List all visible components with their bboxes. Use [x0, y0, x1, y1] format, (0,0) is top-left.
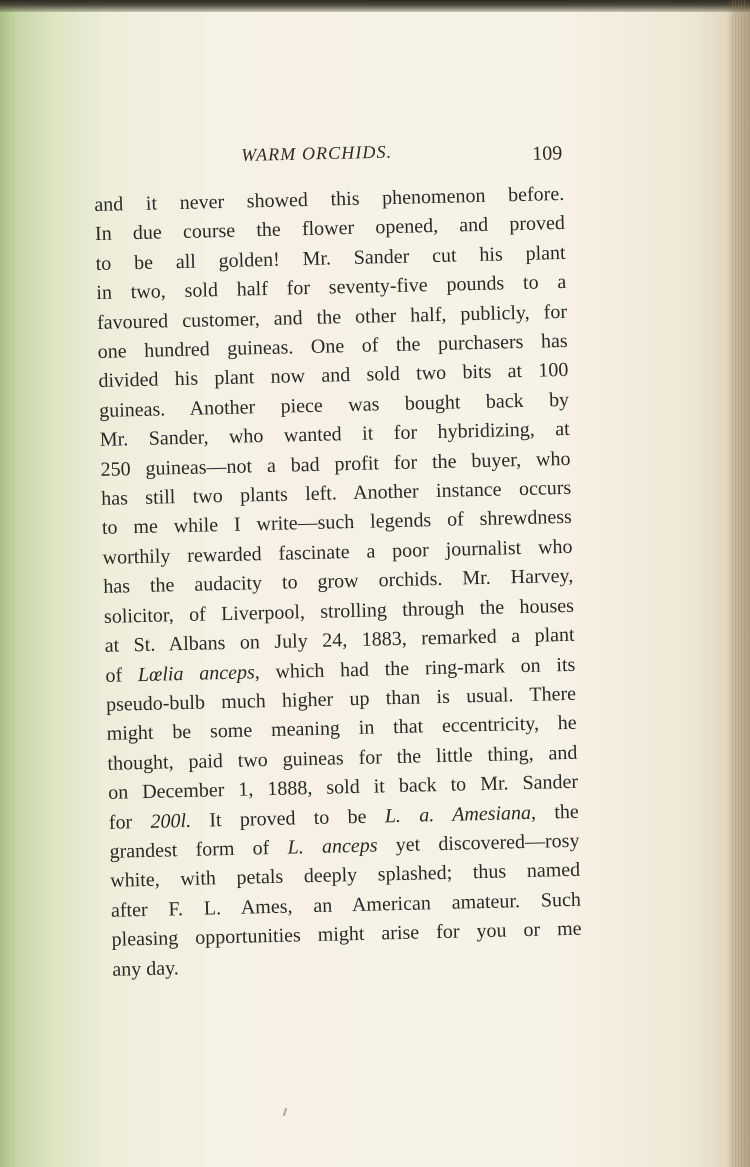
species-name: L. a. Amesiana: [384, 801, 532, 827]
text-line: guineas. Another piece was bought back by: [98, 388, 570, 422]
text-line: worthily rewarded fascinate a poor journalist who: [102, 535, 573, 569]
text-line: to be all golden! Mr. Sander cut his plant: [95, 241, 566, 275]
text-line: might be some meaning in that eccentricity, he: [106, 712, 577, 746]
text-line-part: , the: [530, 800, 580, 824]
text-line: after F. L. Ames, an American amateur. Such: [110, 888, 582, 922]
page-top-shadow: [0, 0, 750, 12]
running-head: WARM ORCHIDS.: [241, 141, 393, 165]
text-line: and it never showed this phenomenon before.: [94, 182, 565, 216]
page-edge-texture: [732, 0, 746, 1167]
price-italic: 200l.: [150, 809, 192, 833]
text-line: Mr. Sander, who wanted it for hybridizing, at: [99, 418, 571, 452]
text-line: In due course the flower opened, and proved: [94, 212, 566, 246]
text-line: to me while I write—such legends of shrewdness: [101, 506, 573, 540]
page-mark: [283, 1108, 287, 1116]
text-line-part: , which had the ring-mark on its: [254, 653, 576, 683]
text-line: one hundred guineas. One of the purchasers has: [97, 329, 568, 363]
text-line: white, with petals deeply splashed; thus named: [110, 859, 581, 893]
page-number: 109: [532, 142, 563, 165]
text-line: solicitor, of Liverpool, strolling through the houses: [103, 594, 575, 628]
text-line: has the audacity to grow orchids. Mr. Harvey,: [103, 565, 574, 599]
text-line-part: of: [105, 663, 139, 687]
text-line-part: It proved to be: [190, 804, 386, 832]
text-line: 250 guineas—not a bad profit for the buyer, who: [100, 447, 571, 481]
text-line: pleasing opportunities might arise for you or me: [111, 917, 582, 951]
text-line-part: yet discovered—rosy: [377, 829, 580, 857]
text-line: in two, sold half for seventy-five pounds to a: [96, 271, 567, 305]
text-line: pseudo-bulb much higher up than is usual. There: [105, 682, 577, 716]
text-line: has still two plants left. Another instance occurs: [100, 476, 572, 510]
text-line-part: grandest form of: [109, 836, 288, 863]
text-line: any day.: [112, 956, 180, 981]
text-line-part: for: [108, 810, 151, 834]
text-line: favoured customer, and the other half, publicly, for: [96, 300, 568, 334]
species-name: L. anceps: [287, 834, 378, 859]
text-line: on December 1, 1888, sold it back to Mr. Sander: [107, 770, 579, 804]
text-line: at St. Albans on July 24, 1883, remarked a plant: [104, 623, 575, 657]
text-line: thought, paid two guineas for the little thing, and: [107, 741, 578, 775]
species-name: Lœlia anceps: [137, 660, 255, 686]
text-line: divided his plant now and sold two bits at 100: [98, 359, 569, 393]
body-text: [94, 180, 583, 985]
